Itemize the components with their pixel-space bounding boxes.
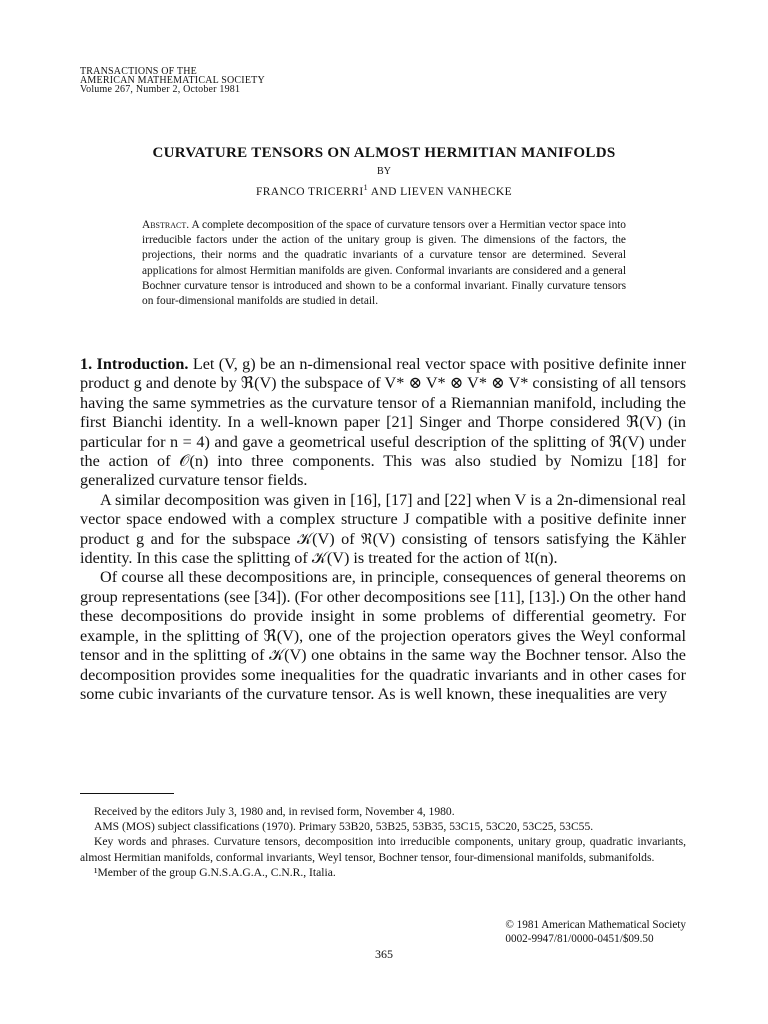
paper-title: CURVATURE TENSORS ON ALMOST HERMITIAN MANIFOLDS xyxy=(152,145,616,161)
copyright xyxy=(505,918,686,946)
abstract-label: Abstract. xyxy=(142,219,190,231)
author-1-footnote-mark: 1 xyxy=(363,183,369,192)
journal-header-line-2: AMERICAN MATHEMATICAL SOCIETY xyxy=(80,75,265,86)
abstract xyxy=(142,218,626,309)
copyright-line-2: 0002-9947/81/0000-0451/$09.50 xyxy=(505,933,654,945)
footnote-ams: AMS (MOS) subject classifications (1970). Primary 53B20, 53B25, 53B35, 53C15, 53C20, 53C25, 53C55. xyxy=(94,820,594,834)
section-heading-introduction: 1. Introduction. xyxy=(80,355,189,373)
abstract-text: A complete decomposition of the space of curvature tensors over a Hermitian vector space into irreducible factors under the action of the unitary group is given. The dimensions of the factors, the projections, their norms and the quadratic invariants of a curvature tensor are determined. Several applications for almost Hermitian manifolds are given. Conformal invariants are considered and a general Bochner curvature tensor is introduced and shown to be a conformal invariant. Finally curvature tensors on four-dimensional manifolds are studied in detail. xyxy=(142,219,626,308)
footnote-rule xyxy=(80,793,174,794)
page-number: 365 xyxy=(375,947,393,961)
paragraph-3: Of course all these decompositions are, in principle, consequences of general theorems on group representations (see [34]). (For other decompositions see [11], [13].) On the other hand these decompositions do provide insight in some problems of differential geometry. For example, in the splitting of ℜ(V), one of the projection operators gives the Weyl conformal tensor and in the splitting of 𝒦(V) one obtains in the same way the Bochner tensor. Also the decomposition provides some inequalities for the quadratic invariants and in other cases for some cubic invariants of the curvature tensor. As is well known, these inequalities are very xyxy=(80,568,686,703)
footnote-member: ¹Member of the group G.N.S.A.G.A., C.N.R., Italia. xyxy=(94,865,336,879)
paragraph-1-text: Let (V, g) be an n-dimensional real vector space with positive definite inner product g and denote by ℜ(V) the subspace of V* ⊗ V* ⊗ V* ⊗ V* consisting of all tensors having the same symmetries as the curvature tensor of a Riemannian manifold, including the first Bianchi identity. In a well-known paper [21] Singer and Thorpe considered ℜ(V) (in particular for n = 4) and gave a geometrical useful description of the splitting of ℜ(V) under the action of 𝒪(n) into three components. This was also studied by Nomizu [18] for generalized curvature tensor fields. xyxy=(80,355,687,490)
authors xyxy=(0,183,768,198)
copyright-line-1: © 1981 American Mathematical Society xyxy=(505,919,686,931)
footnotes xyxy=(80,804,686,880)
journal-header xyxy=(80,67,265,94)
by-line: BY xyxy=(377,166,391,177)
author-rest: AND LIEVEN VANHECKE xyxy=(368,185,513,198)
journal-header-line-3: Volume 267, Number 2, October 1981 xyxy=(80,84,241,95)
paragraph-2: A similar decomposition was given in [16], [17] and [22] when V is a 2n-dimensional real vector space endowed with a complex structure J compatible with a positive definite inner product g and for the subspace 𝒦(V) of ℜ(V) consisting of tensors satisfying the Kähler identity. In this case the splitting of 𝒦(V) is treated for the action of 𝔘(n). xyxy=(80,490,686,568)
author-1: FRANCO TRICERRI xyxy=(255,185,364,198)
body-text xyxy=(80,355,686,704)
paragraph-1 xyxy=(80,355,686,491)
footnote-keywords: Key words and phrases. Curvature tensors, decomposition into irreducible components, unitary group, quadratic invariants, almost Hermitian manifolds, conformal invariants, Weyl tensor, Bochner tensor, four-dimensional manifolds, submanifolds. xyxy=(80,835,686,864)
journal-header-line-1: TRANSACTIONS OF THE xyxy=(80,66,197,77)
footnote-received: Received by the editors July 3, 1980 and, in revised form, November 4, 1980. xyxy=(94,805,455,818)
